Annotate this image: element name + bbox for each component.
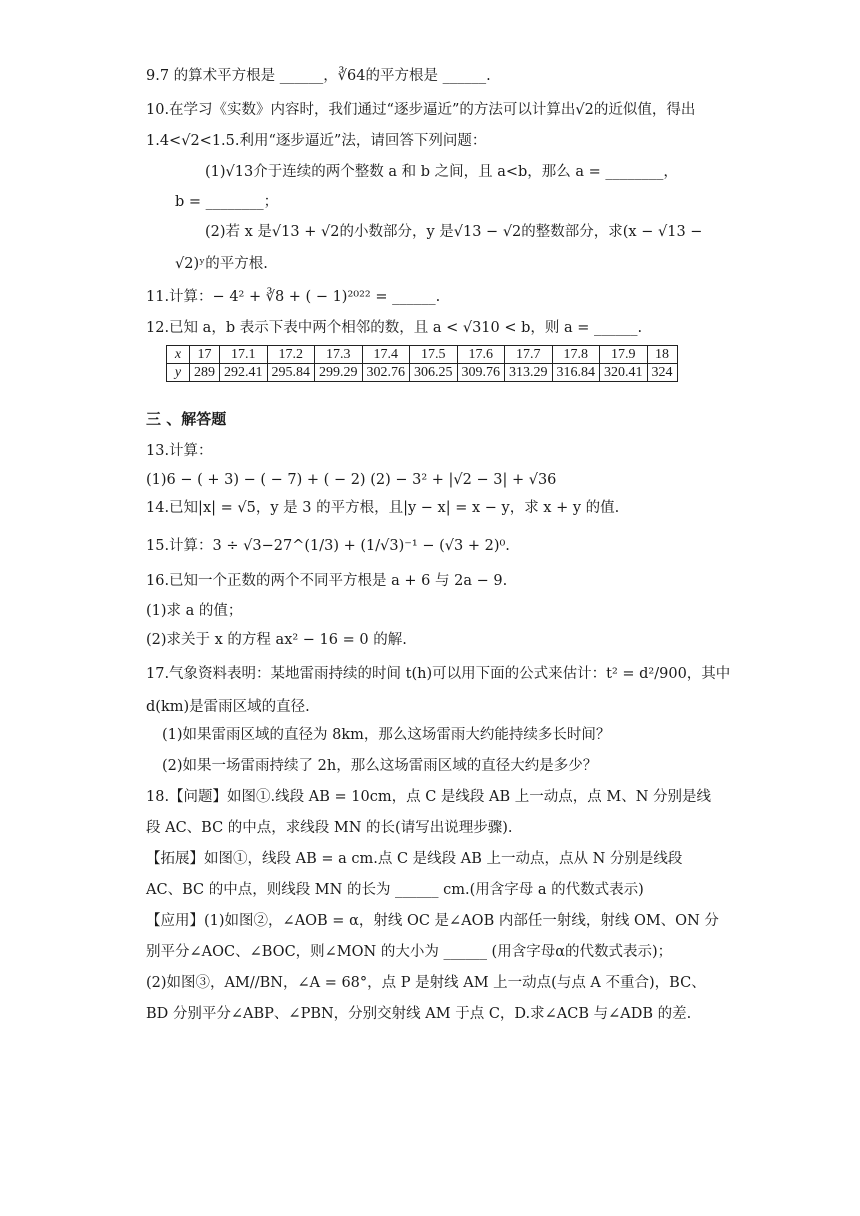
table-cell: 17.5 bbox=[410, 346, 458, 364]
table-cell: 17.1 bbox=[220, 346, 268, 364]
question-18-application-2: 别平分∠AOC、∠BOC，则∠MON 的大小为 ______ (用含字母α的代数式表示)； bbox=[146, 944, 673, 960]
question-18-line-1: 18.【问题】如图①.线段 AB = 10cm，点 C 是线段 AB 上一动点，点 M、N 分别是线 bbox=[146, 789, 712, 805]
question-13: 13.计算： bbox=[146, 443, 213, 459]
table-cell: 295.84 bbox=[267, 364, 315, 382]
question-16-part-1: (1)求 a 的值； bbox=[146, 603, 243, 619]
table-cell: 309.76 bbox=[457, 364, 505, 382]
table-header-y: y bbox=[167, 364, 190, 382]
table-cell: 299.29 bbox=[315, 364, 363, 382]
table-cell: 320.41 bbox=[600, 364, 648, 382]
table-cell: 17 bbox=[190, 346, 220, 364]
table-header-x: x bbox=[167, 346, 190, 364]
table-cell: 17.9 bbox=[600, 346, 648, 364]
question-18-application-4: BD 分别平分∠ABP、∠PBN，分别交射线 AM 于点 C，D.求∠ACB 与∠ADB 的差. bbox=[146, 1006, 692, 1022]
section-heading: 三 、解答题 bbox=[146, 410, 227, 428]
table-row-x bbox=[167, 346, 678, 364]
question-17-part-2: (2)如果一场雷雨持续了 2h，那么这场雷雨区域的直径大约是多少？ bbox=[162, 758, 598, 774]
question-11: 11.计算：− 4² + ∛8 + ( − 1)²⁰²² = ______. bbox=[146, 289, 441, 305]
table-cell: 289 bbox=[190, 364, 220, 382]
question-10-part-1: (1)√13介于连续的两个整数 a 和 b 之间，且 a<b，那么 a = ________， bbox=[205, 164, 678, 180]
question-10-part-2-cont: √2)ʸ的平方根. bbox=[175, 256, 268, 272]
question-10-line-1: 10.在学习《实数》内容时，我们通过“逐步逼近”的方法可以计算出√2的近似值，得出 bbox=[146, 102, 696, 118]
table-cell: 17.3 bbox=[315, 346, 363, 364]
table-cell: 17.6 bbox=[457, 346, 505, 364]
table-cell: 17.4 bbox=[362, 346, 410, 364]
table-cell: 324 bbox=[647, 364, 677, 382]
table-cell: 292.41 bbox=[220, 364, 268, 382]
question-14: 14.已知|x| = √5，y 是 3 的平方根，且|y − x| = x − y，求 x + y 的值. bbox=[146, 500, 620, 516]
table-cell: 17.8 bbox=[552, 346, 600, 364]
question-18-application-1: 【应用】(1)如图②，∠AOB = α，射线 OC 是∠AOB 内部任一射线，射线 OM、ON 分 bbox=[146, 913, 719, 929]
question-17-part-1: (1)如果雷雨区域的直径为 8km，那么这场雷雨大约能持续多长时间？ bbox=[162, 727, 611, 743]
question-12: 12.已知 a，b 表示下表中两个相邻的数，且 a < √310 < b，则 a = ______. bbox=[146, 320, 643, 336]
question-16-part-2: (2)求关于 x 的方程 ax² − 16 = 0 的解. bbox=[146, 632, 407, 648]
table-cell: 302.76 bbox=[362, 364, 410, 382]
question-15: 15.计算：3 ÷ √3−27^(1/3) + (1/√3)⁻¹ − (√3 + 2)⁰. bbox=[146, 538, 510, 554]
question-13-parts: (1)6 − ( + 3) − ( − 7) + ( − 2) (2) − 3² + |√2 − 3| + √36 bbox=[146, 472, 557, 488]
question-17-line-2: d(km)是雷雨区域的直径. bbox=[146, 699, 310, 715]
question-18-extension-1: 【拓展】如图①，线段 AB = a cm.点 C 是线段 AB 上一动点，点从 N 分别是线段 bbox=[146, 851, 683, 867]
table-cell: 306.25 bbox=[410, 364, 458, 382]
table-cell: 17.7 bbox=[505, 346, 553, 364]
question-18-extension-2: AC、BC 的中点，则线段 MN 的长为 ______ cm.(用含字母 a 的代数式表示) bbox=[146, 882, 644, 898]
question-10-part-1-b: b = ________； bbox=[175, 194, 279, 210]
question-10-part-2: (2)若 x 是√13 + √2的小数部分，y 是√13 − √2的整数部分，求(x − √13 − bbox=[205, 224, 703, 240]
table-cell: 17.2 bbox=[267, 346, 315, 364]
question-16: 16.已知一个正数的两个不同平方根是 a + 6 与 2a − 9. bbox=[146, 573, 508, 589]
question-17-line-1: 17.气象资料表明：某地雷雨持续的时间 t(h)可以用下面的公式来估计：t² = d²/900，其中 bbox=[146, 666, 731, 682]
value-table bbox=[166, 345, 678, 382]
table-cell: 18 bbox=[647, 346, 677, 364]
question-18-line-2: 段 AC、BC 的中点，求线段 MN 的长(请写出说理步骤). bbox=[146, 820, 513, 836]
table-cell: 316.84 bbox=[552, 364, 600, 382]
question-10-line-2: 1.4<√2<1.5.利用“逐步逼近”法，请回答下列问题： bbox=[146, 133, 487, 149]
table-row-y bbox=[167, 364, 678, 382]
table-cell: 313.29 bbox=[505, 364, 553, 382]
question-9: 9.7 的算术平方根是 ______，∛64的平方根是 ______. bbox=[146, 68, 491, 84]
question-18-application-3: (2)如图③，AM//BN，∠A = 68°，点 P 是射线 AM 上一动点(与点 A 不重合)，BC、 bbox=[146, 975, 706, 991]
